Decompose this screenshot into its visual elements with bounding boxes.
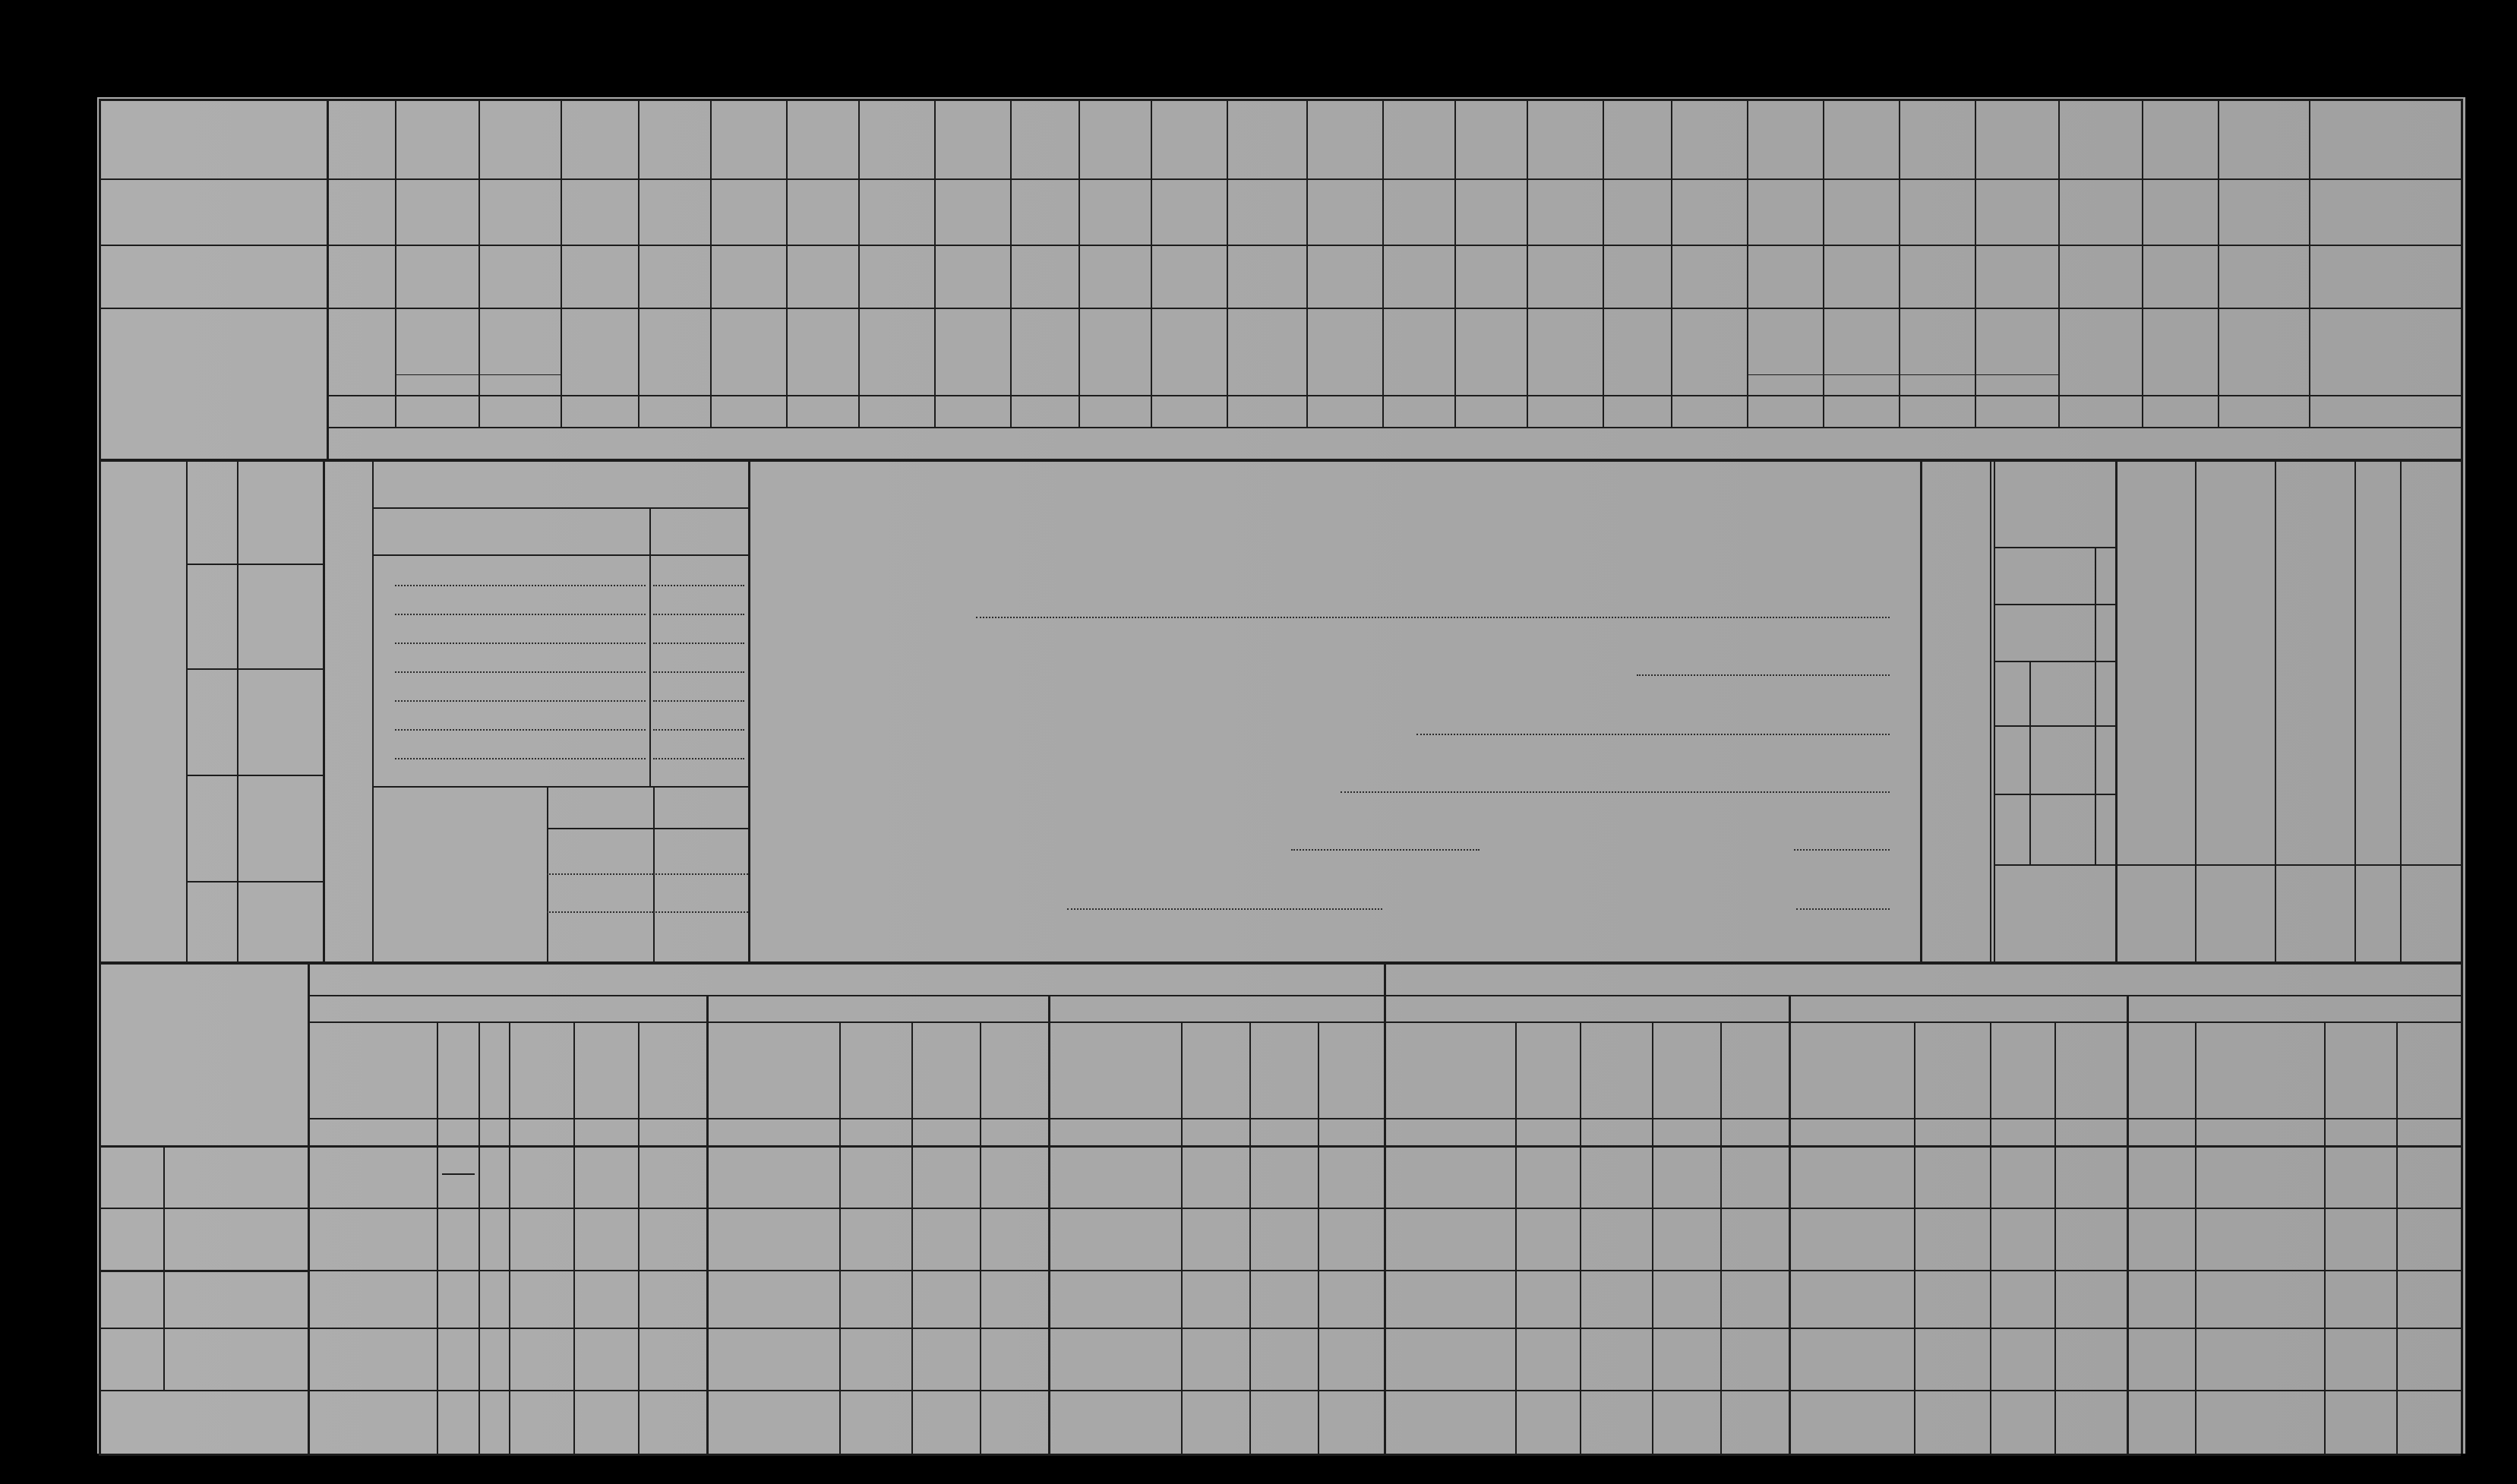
block-rule [1920,460,1922,961]
lease-number-rule [99,1145,2461,1148]
population-rule [1994,460,1995,961]
group-underline [1747,374,2058,375]
column-rule [327,99,329,459]
trade-header-rule [372,554,748,556]
lease-column-rule [1318,1021,1319,1454]
population-rule [2029,661,2031,864]
lease-column-rule [2324,1021,2326,1454]
section-divider-rule [99,961,2461,965]
column-rule [638,99,640,427]
group-underline [395,374,561,375]
trade-entry-dotted [395,643,646,644]
column-rule [2142,99,2143,427]
column-rule [1382,99,1384,427]
lease-group-rule [1789,995,1791,1454]
population-num-rule [2095,547,2096,864]
population-row-rule [1994,604,2115,605]
header-number-rule [327,395,2461,396]
lease-row-rule [99,1208,2461,1209]
lease-column-rule [573,1021,575,1454]
column-rule [786,99,788,427]
trade-column-rule [649,507,651,786]
top-border [99,99,2461,101]
column-rule [1078,99,1080,427]
answer-dotted [1291,849,1480,851]
row-rule [186,881,323,883]
column-rule [395,99,396,427]
lease-column-rule [980,1021,981,1454]
lease-group-rule [706,995,709,1454]
trade-title-rule [372,507,748,509]
trade-entry-dotted [395,729,646,731]
lease-column-rule [1652,1021,1653,1454]
column-rule [934,99,936,427]
census-card-sheet [97,97,2465,1454]
trade-entry-dotted [653,643,744,644]
column-rule [2058,99,2060,427]
column-rule [1227,99,1228,427]
lease-column-rule [1181,1021,1183,1454]
lease-column-rule [1720,1021,1722,1454]
lease-column-rule [2396,1021,2398,1454]
trade-entry-dotted [395,671,646,673]
column-rule [186,460,188,961]
trade-entry-dotted [653,614,744,615]
answer-dotted [1416,734,1890,735]
lease-column-rule [638,1021,640,1454]
column-rule [308,965,310,1454]
trade-entry-dotted [653,671,744,673]
trade-bottom-rule [372,786,748,788]
column-rule [1306,99,1308,427]
lease-group-rule [1048,995,1050,1454]
group-underline [2218,395,2461,396]
row-rule [99,308,2461,309]
column-rule [323,460,325,961]
orchard-dotted [653,873,748,875]
trade-entry-dotted [395,585,646,586]
header-bottom-rule [327,427,2461,428]
right-columns-rule [2115,864,2461,866]
lease-column-rule [1914,1021,1915,1454]
column-rule [710,99,712,427]
lease-column-rule [911,1021,913,1454]
lease-column-rule [1249,1021,1251,1454]
lease-column-rule [1990,1021,1991,1454]
lease-row-rule [99,1328,2461,1329]
row-rule [186,564,323,565]
row-rule [186,668,323,670]
lease-column-rule [437,1021,438,1454]
lease-column-rule [478,1021,480,1454]
lease-column-rule [2195,1021,2196,1454]
column-rule [2218,99,2219,427]
column-rule [2400,460,2402,961]
column-rule [2195,460,2196,961]
population-row-rule [1994,547,2115,548]
column-rule [372,460,374,961]
side-group-rule [99,1270,308,1272]
answer-dotted [1341,791,1890,793]
column-rule [2354,460,2356,961]
answer-dotted [1794,849,1890,851]
left-border [99,99,101,1454]
lease-row-rule [99,1270,2461,1271]
row-rule [186,775,323,776]
lease-row-rule [99,1390,2461,1391]
column-rule [2309,99,2310,427]
column-rule [1527,99,1528,427]
trade-entry-dotted [653,700,744,702]
population-rule [2115,460,2118,961]
population-row-rule [1994,661,2115,662]
column-rule [1603,99,1604,427]
answer-dotted [1637,674,1890,676]
column-rule [1671,99,1672,427]
column-rule [1823,99,1824,427]
population-row-rule [1994,864,2115,866]
column-rule [1454,99,1456,427]
answer-dotted [1067,908,1382,910]
column-rule [1975,99,1976,427]
lease-column-rule [509,1021,510,1454]
population-rule [1990,460,1991,961]
lease-divider-rule [1384,965,1386,1454]
block-rule [748,460,750,961]
population-row-rule [1994,794,2115,795]
bottom-border [99,1454,2461,1456]
orchard-dotted [547,873,653,875]
row-rule [99,245,2461,246]
row-rule [99,178,2461,180]
column-rule [237,460,238,961]
trade-entry-dotted [653,758,744,759]
trade-entry-dotted [653,729,744,731]
fraction-bar [442,1173,475,1175]
column-rule [2275,460,2276,961]
column-rule [1010,99,1012,427]
orchard-dotted [547,911,653,913]
side-label-rule [163,1145,165,1390]
lease-column-rule [2054,1021,2056,1454]
population-row-rule [1994,725,2115,727]
column-rule [1747,99,1748,427]
right-border [2461,99,2463,1454]
column-rule [858,99,860,427]
column-rule [1899,99,1900,427]
trade-entry-dotted [395,614,646,615]
answer-dotted [1796,908,1890,910]
lease-group-rule [2127,995,2129,1454]
trade-entry-dotted [653,585,744,586]
trade-entry-dotted [395,758,646,759]
lease-column-rule [1515,1021,1517,1454]
answer-dotted [976,617,1890,618]
lease-column-rule [1580,1021,1581,1454]
trade-entry-dotted [395,700,646,702]
lease-column-rule [839,1021,841,1454]
column-rule [561,99,562,427]
section-divider-rule [99,459,2461,462]
orchard-dotted [653,911,748,913]
orchard-header-rule [547,828,748,829]
column-rule [1151,99,1152,427]
column-rule [478,99,480,427]
